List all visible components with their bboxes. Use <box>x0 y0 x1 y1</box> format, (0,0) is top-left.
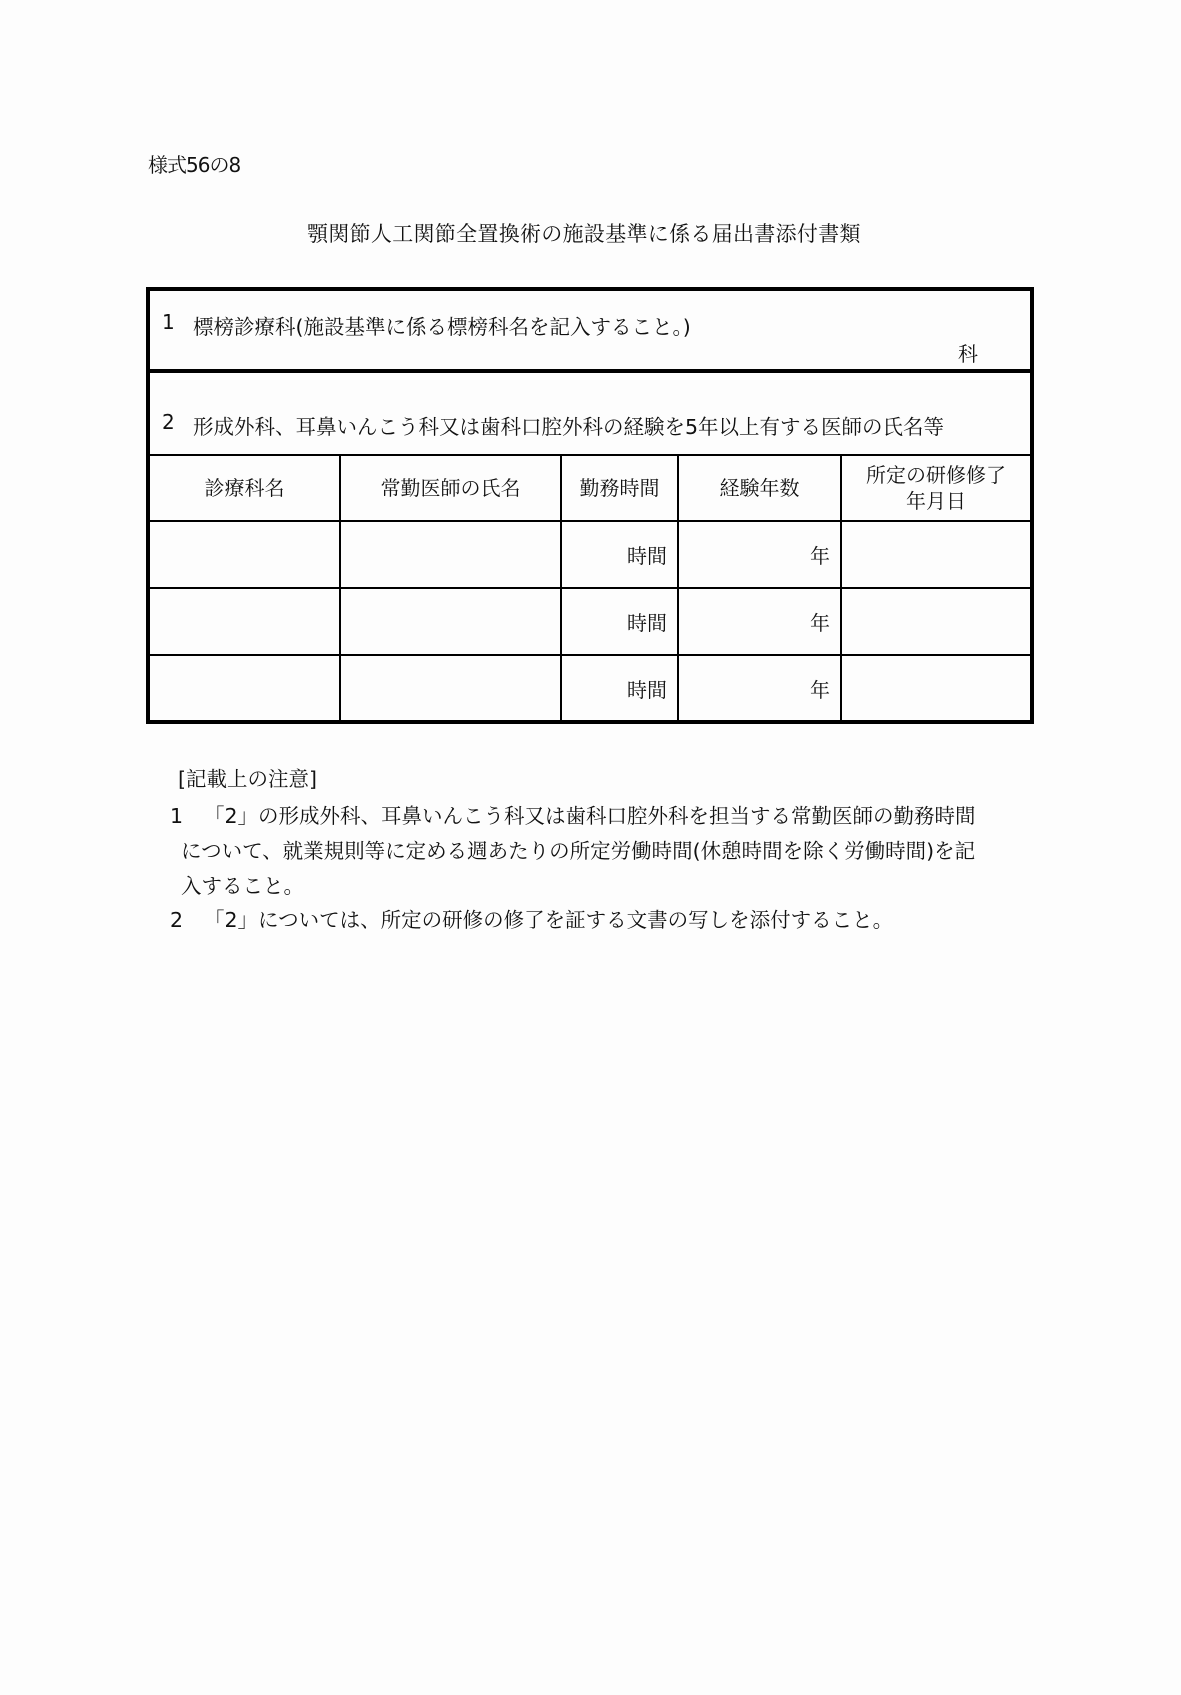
note-1-number: 1 <box>170 804 184 828</box>
working-hours-cell[interactable]: 時間 <box>561 588 678 655</box>
department-suffix: 科 <box>958 342 978 366</box>
doctor-name-cell[interactable] <box>340 588 561 655</box>
note-2-number: 2 <box>170 908 184 932</box>
document-title: 顎関節人工関節全置換術の施設基準に係る届出書添付書類 <box>307 222 861 246</box>
application-form-table <box>146 287 1034 724</box>
table-row <box>150 655 1030 721</box>
doctor-name-cell[interactable] <box>340 655 561 721</box>
table-row <box>150 521 1030 588</box>
department-cell[interactable] <box>150 655 340 721</box>
training-date-cell[interactable] <box>841 655 1030 721</box>
header-training-date-line1: 所定の研修修了 <box>866 463 1006 487</box>
working-hours-cell[interactable]: 時間 <box>561 521 678 588</box>
years-experience-cell[interactable]: 年 <box>678 655 841 721</box>
section-1-department <box>150 291 1030 373</box>
table-row <box>150 588 1030 655</box>
years-experience-cell[interactable]: 年 <box>678 588 841 655</box>
header-working-hours: 勤務時間 <box>561 456 678 521</box>
table-header-row <box>150 456 1030 521</box>
doctor-table <box>150 456 1030 721</box>
section-1-label: 標榜診療科(施設基準に係る標榜科名を記入すること。) <box>193 315 691 339</box>
working-hours-cell[interactable]: 時間 <box>561 655 678 721</box>
department-cell[interactable] <box>150 588 340 655</box>
training-date-cell[interactable] <box>841 521 1030 588</box>
section-2-number: 2 <box>162 410 175 434</box>
notes-heading: [記載上の注意] <box>178 767 317 791</box>
note-1-line-2: について、就業規則等に定める週あたりの所定労働時間(休憩時間を除く労働時間)を記 <box>181 839 976 863</box>
note-1-line-1: 「2」の形成外科、耳鼻いんこう科又は歯科口腔外科を担当する常勤医師の勤務時間 <box>204 804 976 828</box>
header-training-date-line2: 年月日 <box>906 489 966 513</box>
section-2-label: 形成外科、耳鼻いんこう科又は歯科口腔外科の経験を5年以上有する医師の氏名等 <box>193 415 945 439</box>
note-1-line-3: 入すること。 <box>181 874 304 898</box>
training-date-cell[interactable] <box>841 588 1030 655</box>
form-number: 様式56の8 <box>148 153 241 177</box>
section-1-number: 1 <box>162 310 175 334</box>
header-years-experience: 経験年数 <box>678 456 841 521</box>
section-2-doctors <box>150 373 1030 456</box>
years-experience-cell[interactable]: 年 <box>678 521 841 588</box>
header-doctor-name: 常勤医師の氏名 <box>340 456 561 521</box>
note-2-line-1: 「2」については、所定の研修の修了を証する文書の写しを添付すること。 <box>204 908 894 932</box>
header-training-date <box>841 456 1030 521</box>
header-department: 診療科名 <box>150 456 340 521</box>
doctor-name-cell[interactable] <box>340 521 561 588</box>
department-cell[interactable] <box>150 521 340 588</box>
